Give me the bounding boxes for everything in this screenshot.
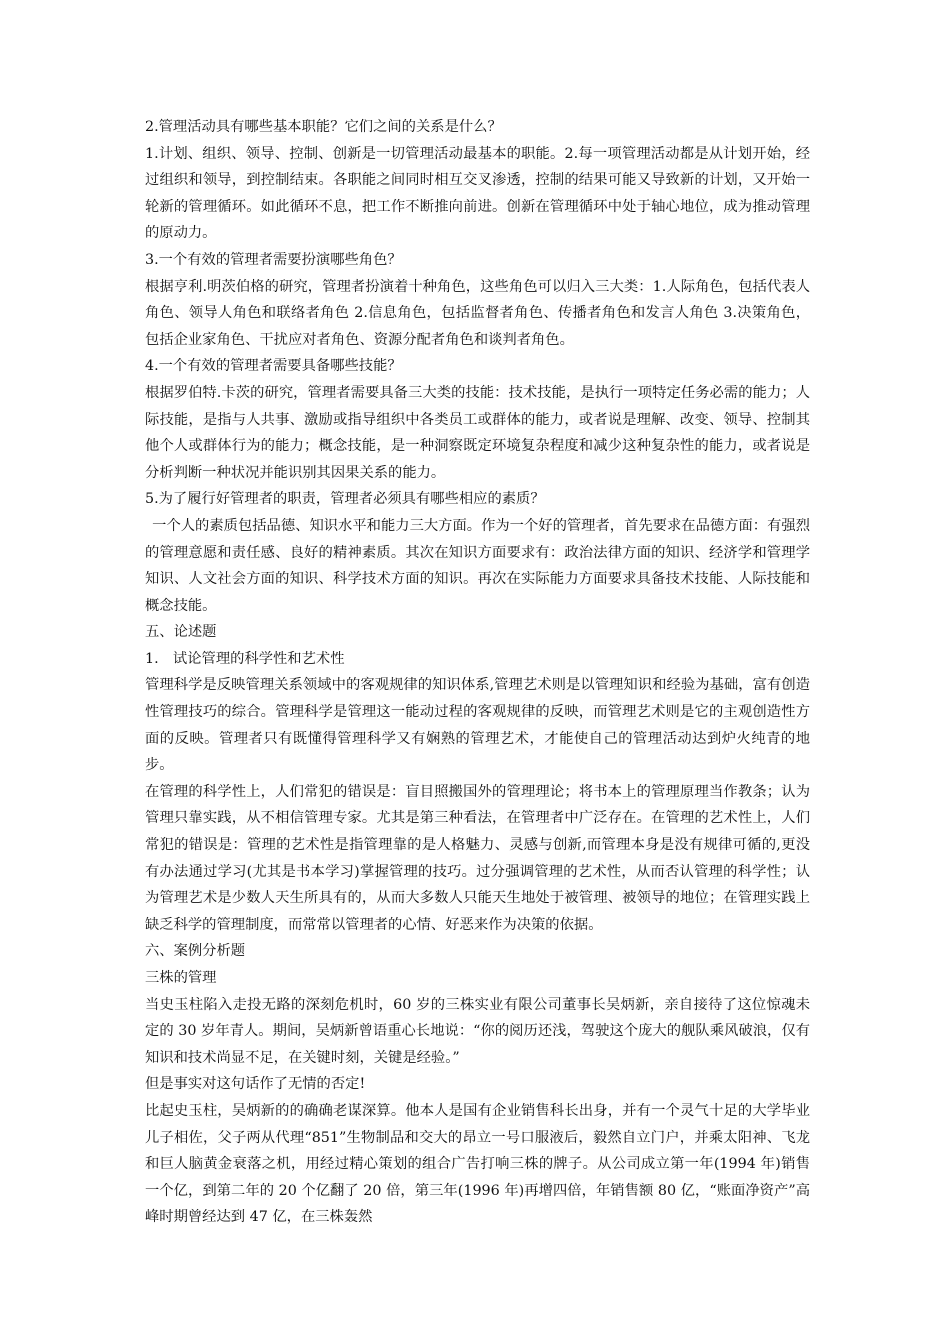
case-title: 三株的管理 [145, 970, 217, 986]
essay-question-1-heading: 1. 试论管理的科学性和艺术性 [145, 650, 345, 667]
essay-answer-paragraph-1: 管理科学是反映管理关系领域中的客观规律的知识体系,管理艺术则是以管理知识和经验为基础，富有创造性管理技巧的综合。管理科学是管理这一能动过程的客观规律的反映，而管理艺术则是它的主观创造性方面的反映。管理者只有既懂得管理科学又有娴熟的管理艺术，才能使自己的管理活动达到炉火纯青的地步。 [145, 677, 810, 774]
question-5-heading: 5.为了履行好管理者的职责，管理者必须具有哪些相应的素质？ [145, 491, 545, 508]
case-paragraph-3: 比起史玉柱，吴炳新的的确确老谋深算。他本人是国有企业销售科长出身，并有一个灵气十足的大学毕业儿子相佐，父子两从代理“851”生物制品和交大的昂立一号口服液后，毅然自立门户，并乘太阳神、飞龙和巨人脑黄金衰落之机，用经过精心策划的组合广告打响三株的牌子。从公司成立第一年(1994 年)销售一个亿，到第二年的 20 个亿翻了 20 倍，第三年(1996 年)再增四倍，年销售额 80 亿，“账面净资产”高峰时期曾经达到 47 亿，在三株轰然 [145, 1102, 810, 1226]
document-page [145, 114, 810, 1231]
answer-3-paragraph: 根据亨利.明茨伯格的研究，管理者扮演着十种角色，这些角色可以归入三大类：1.人际角色，包括代表人角色、领导人角色和联络者角色 2.信息角色，包括监督者角色、传播者角色和发言人角色 3.决策角色，包括企业家角色、干扰应对者角色、资源分配者角色和谈判者角色。 [145, 278, 810, 348]
case-paragraph-2: 但是事实对这句话作了无情的否定! [145, 1076, 366, 1093]
section-5-heading: 五、论述题 [145, 624, 217, 641]
case-paragraph-1: 当史玉柱陷入走投无路的深刻危机时，60 岁的三株实业有限公司董事长吴炳新，亲自接待了这位惊魂未定的 30 岁年青人。期间，吴炳新曾语重心长地说：“你的阅历还浅，驾驶这个庞大的舰队乘风破浪，仅有知识和技术尚显不足，在关键时刻，关键是经验。” [145, 996, 810, 1066]
answer-4-paragraph: 根据罗伯特.卡茨的研究，管理者需要具备三大类的技能：技术技能，是执行一项特定任务必需的能力；人际技能，是指与人共事、激励或指导组织中各类员工或群体的能力，或者说是理解、改变、领导、控制其他个人或群体行为的能力；概念技能，是一种洞察既定环境复杂程度和减少这种复杂性的能力，或者说是分析判断一种状况并能识别其因果关系的能力。 [145, 384, 810, 481]
question-3-heading: 3.一个有效的管理者需要扮演哪些角色？ [145, 251, 402, 268]
question-2-heading: 2.管理活动具有哪些基本职能？它们之间的关系是什么？ [145, 119, 502, 135]
essay-answer-paragraph-2: 在管理的科学性上，人们常犯的错误是：盲目照搬国外的管理理论；将书本上的管理原理当作教条；认为管理只靠实践，从不相信管理专家。尤其是第三种看法，在管理者中广泛存在。在管理的艺术性上，人们常犯的错误是：管理的艺术性是指管理靠的是人格魅力、灵感与创新,而管理本身是没有规律可循的,更没有办法通过学习(尤其是书本学习)掌握管理的技巧。过分强调管理的艺术性，从而否认管理的科学性；认为管理艺术是少数人天生所具有的，从而大多数人只能天生地处于被管理、被领导的地位；在管理实践上缺乏科学的管理制度，而常常以管理者的心情、好恶来作为决策的依据。 [145, 783, 810, 933]
answer-2-paragraph: 1.计划、组织、领导、控制、创新是一切管理活动最基本的职能。2.每一项管理活动都是从计划开始，经过组织和领导，到控制结束。各职能之间同时相互交叉渗透，控制的结果可能又导致新的计划，又开始一轮新的管理循环。如此循环不息，把工作不断推向前进。创新在管理循环中处于轴心地位，成为推动管理的原动力。 [145, 145, 810, 242]
answer-5-paragraph: 一个人的素质包括品德、知识水平和能力三大方面。作为一个好的管理者，首先要求在品德方面：有强烈的管理意愿和责任感、良好的精神素质。其次在知识方面要求有：政治法律方面的知识、经济学和管理学知识、人文社会方面的知识、科学技术方面的知识。再次在实际能力方面要求具备技术技能、人际技能和概念技能。 [145, 517, 810, 614]
section-6-heading: 六、案例分析题 [145, 943, 246, 960]
question-4-heading: 4.一个有效的管理者需要具备哪些技能？ [145, 358, 402, 375]
